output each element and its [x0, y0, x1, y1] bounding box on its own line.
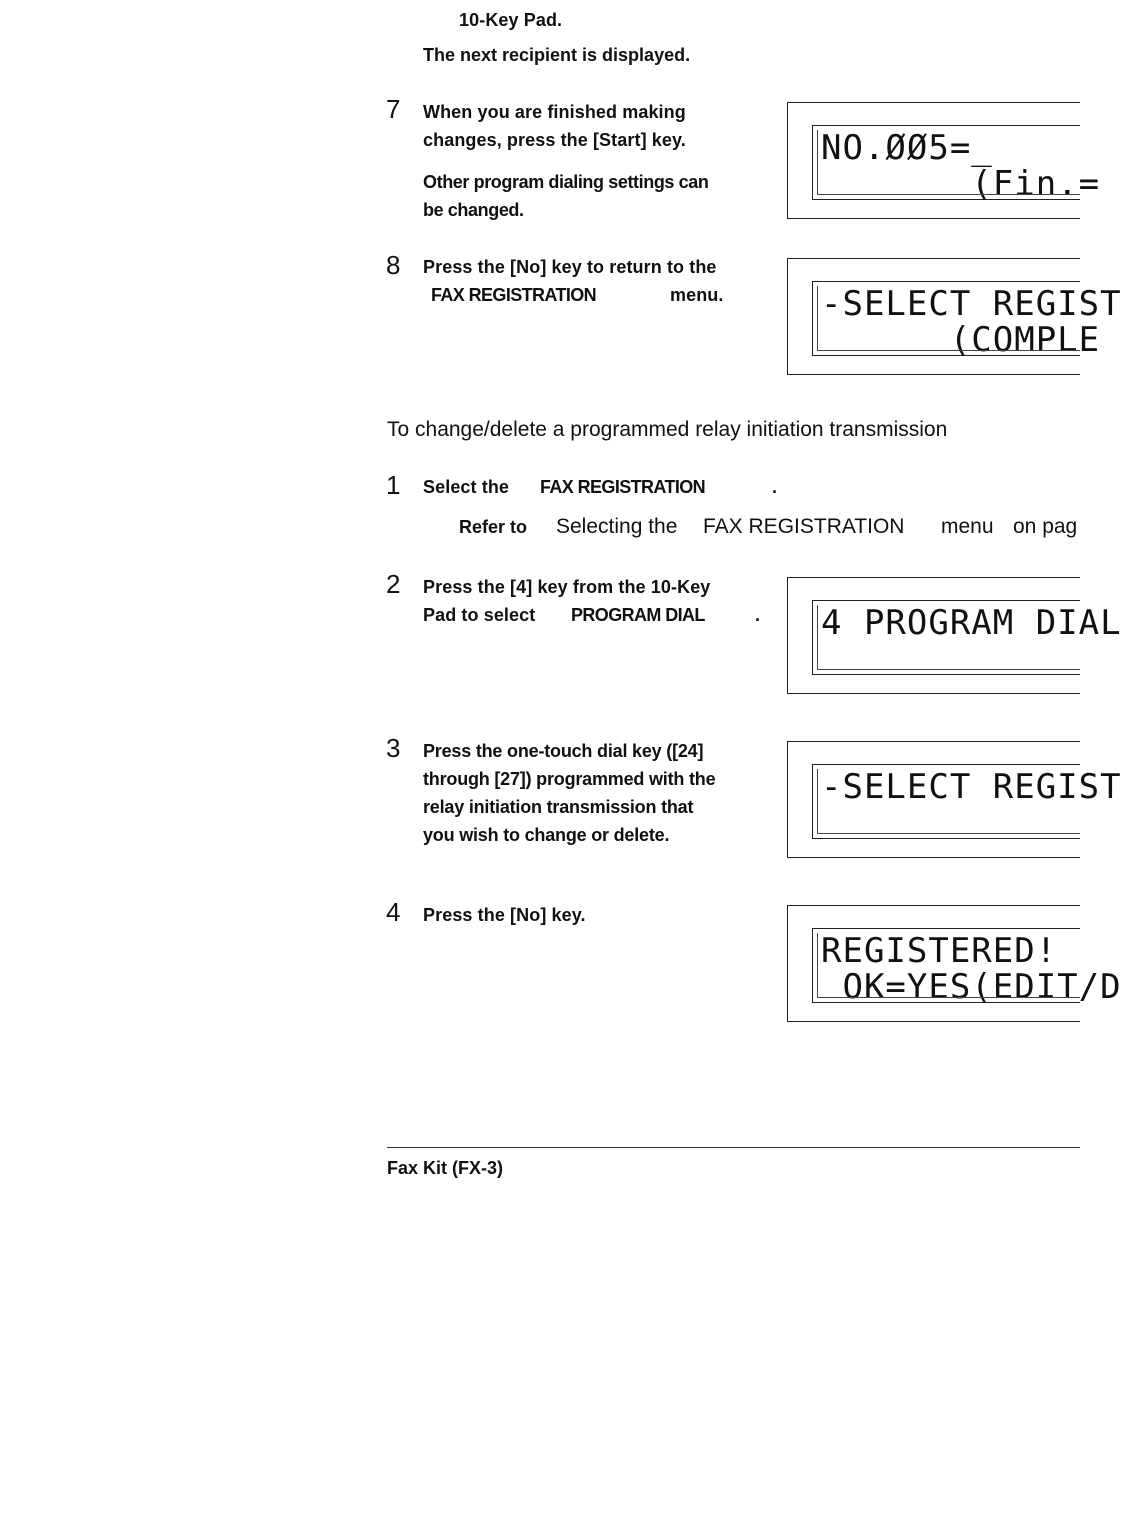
step-1-term: FAX REGISTRATION [540, 477, 706, 497]
step-2-line-1: Press the [4] key from the 10-Key [423, 577, 711, 597]
step-7-line-1: When you are finished making [423, 102, 686, 122]
section-heading: To change/delete a programmed relay initiation transmission [387, 418, 948, 441]
step-2-instruction [423, 573, 783, 629]
lcd-display-2-line-1: -SELECT REGIST [821, 284, 1122, 324]
menu-word: menu. [670, 285, 724, 305]
refer-to-text-a: Selecting the [556, 515, 678, 538]
refer-to-text-b: FAX REGISTRATION [703, 515, 905, 538]
step-7-note-line-2: be changed. [423, 200, 524, 220]
lcd-display-5 [787, 905, 1122, 1022]
lcd-display-3-line-1: 4 PROGRAM DIAL [821, 603, 1122, 643]
lcd-display-2-screen [812, 281, 1122, 360]
refer-to-text-c: menu [941, 515, 994, 538]
step-number-2: 2 [386, 569, 401, 599]
lcd-display-5-screen [812, 928, 1122, 1007]
step-1-instruction [423, 473, 803, 501]
lcd-display-4 [787, 741, 1122, 858]
fax-registration-term: FAX REGISTRATION [431, 285, 597, 305]
lcd-display-2-line-2: (COMPLE [821, 320, 1101, 360]
next-recipient-note: The next recipient is displayed. [423, 45, 691, 65]
lcd-display-1-line-2: (Fin.= [821, 164, 1101, 204]
lcd-display-3 [787, 577, 1122, 694]
step-3-line-3: relay initiation transmission that [423, 797, 694, 817]
step-7-note [423, 168, 708, 224]
step-8-line-1: Press the [No] key to return to the [423, 257, 717, 277]
step-number-4: 4 [386, 897, 401, 927]
step-number-1: 1 [386, 470, 401, 500]
footer-rule [387, 1147, 1080, 1148]
lcd-display-1-line-1: NO.ØØ5=_ [821, 128, 993, 168]
continued-step-text: 10-Key Pad. [459, 10, 563, 30]
step-1-pre: Select the [423, 477, 510, 497]
lcd-display-1-screen [812, 125, 1101, 204]
refer-to-label: Refer to [459, 517, 528, 537]
step-2-line-2 [423, 601, 783, 629]
step-number-7: 7 [386, 94, 401, 124]
step-2-pre: Pad to select [423, 605, 536, 625]
step-7-line-2: changes, press the [Start] key. [423, 130, 686, 150]
step-2-post: . [755, 605, 761, 625]
lcd-display-4-line-1: -SELECT REGIST [821, 767, 1122, 807]
step-3-instruction [423, 737, 715, 849]
step-3-line-4: you wish to change or delete. [423, 825, 670, 845]
step-7-instruction [423, 98, 686, 154]
refer-to-line [459, 515, 1080, 545]
step-8-instruction [423, 253, 724, 309]
footer-title: Fax Kit (FX-3) [387, 1158, 504, 1178]
step-7-note-line-1: Other program dialing settings can [423, 172, 709, 192]
step-3-line-2: through [27]) programmed with the [423, 769, 716, 789]
step-1-post: . [772, 477, 778, 497]
lcd-display-3-screen [812, 600, 1122, 675]
step-3-line-1: Press the one-touch dial key ([24] [423, 741, 704, 761]
lcd-display-5-line-1: REGISTERED! [821, 931, 1058, 971]
step-8-line-2 [423, 281, 724, 309]
lcd-display-5-line-2: OK=YES(EDIT/D [821, 967, 1122, 1007]
lcd-display-1 [787, 102, 1101, 219]
lcd-display-4-screen [812, 764, 1122, 839]
refer-to-text-d: on pag [1013, 515, 1078, 538]
lcd-display-2 [787, 258, 1122, 375]
program-dial-term: PROGRAM DIAL [571, 605, 705, 625]
step-4-instruction: Press the [No] key. [423, 905, 586, 925]
step-number-3: 3 [386, 733, 401, 763]
step-number-8: 8 [386, 250, 401, 280]
